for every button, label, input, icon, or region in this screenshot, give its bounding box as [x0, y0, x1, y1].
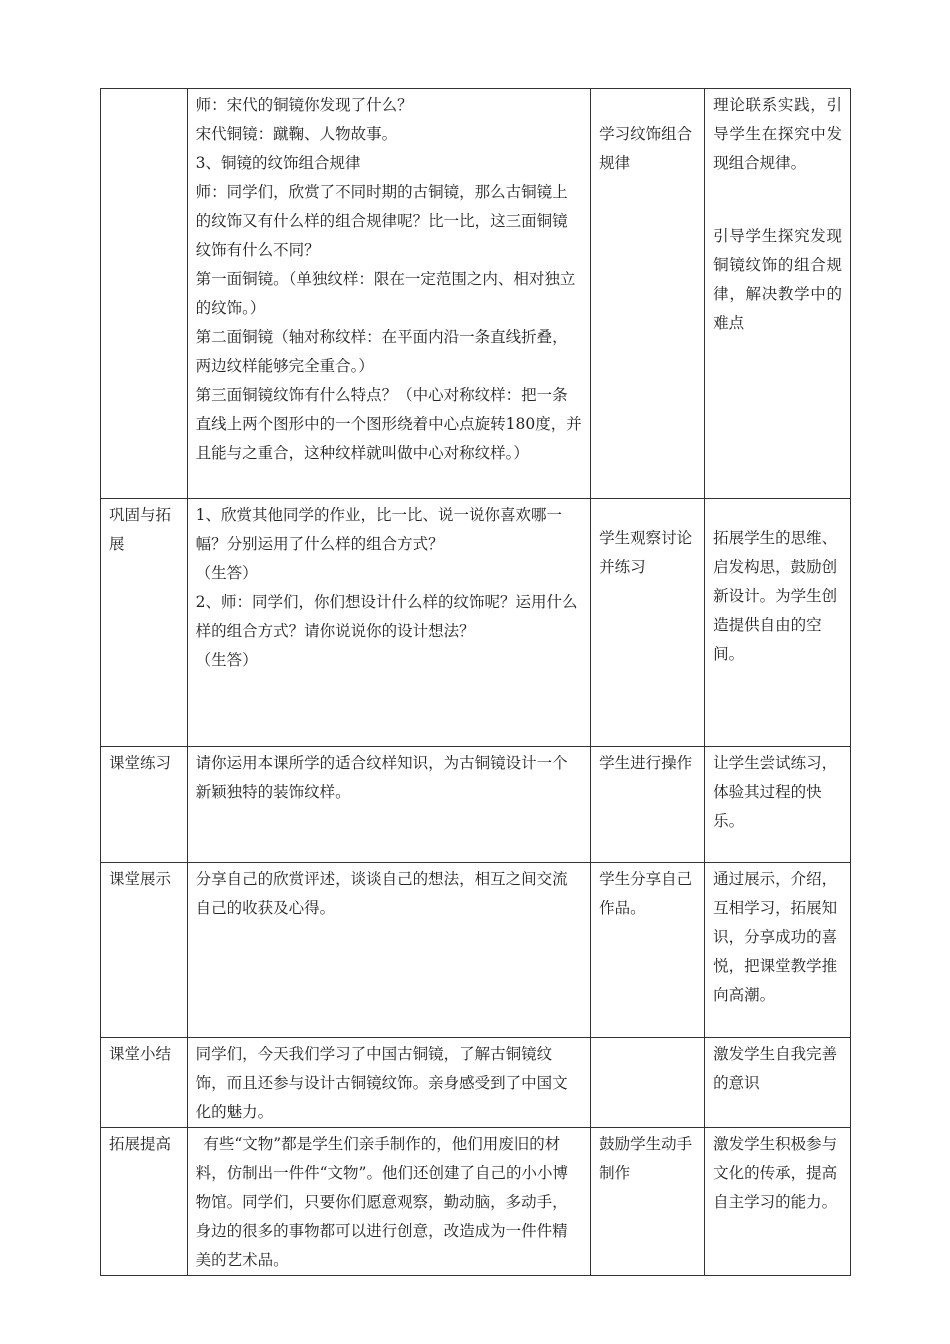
stage-cell	[101, 89, 188, 499]
intent-cell	[705, 1128, 851, 1276]
content-line: 第一面铜镜。（单独纹样：限在一定范围之内、相对独立的纹饰。）	[195, 270, 576, 317]
content-line: 有些“文物”都是学生们亲手制作的，他们用废旧的材料，仿制出一件件“文物”。他们还创建了自己的小小博物馆。同学们，只要你们愿意观察，勤动脑，多动手，身边的很多的事物都可以进行创意，改造成为一件件精美的艺术品。	[195, 1135, 568, 1269]
activity-text: 学生进行操作	[599, 754, 693, 772]
activity-cell	[591, 747, 705, 863]
content-cell	[187, 89, 591, 499]
activity-cell	[591, 863, 705, 1038]
table-row	[101, 1128, 851, 1276]
stage-cell: 课堂展示	[101, 863, 188, 1038]
intent-cell	[705, 863, 851, 1038]
activity-cell	[591, 1128, 705, 1276]
content-cell	[187, 499, 591, 747]
stage-cell: 课堂小结	[101, 1038, 188, 1128]
intent-text: 引导学生探究发现铜镜纹饰的组合规律，解决教学中的难点	[713, 227, 842, 332]
content-line: （生答）	[195, 564, 258, 582]
content-cell	[187, 747, 591, 863]
intent-text: 拓展学生的思维、启发构思，鼓励创新设计。为学生创造提供自由的空间。	[713, 529, 838, 663]
intent-text: 让学生尝试练习，体验其过程的快乐。	[713, 754, 838, 830]
content-cell	[187, 863, 591, 1038]
content-line: 师：宋代的铜镜你发现了什么？	[195, 96, 413, 114]
activity-text: 学生分享自己作品。	[599, 870, 693, 917]
content-cell	[187, 1038, 591, 1128]
content-cell	[187, 1128, 591, 1276]
content-line: 2、师：同学们，你们想设计什么样的纹饰呢？运用什么样的组合方式？请你说说你的设计想法？	[195, 593, 578, 640]
spacer	[713, 178, 842, 222]
table-row	[101, 747, 851, 863]
content-line: （生答）	[195, 651, 258, 669]
content-line: 1、欣赏其他同学的作业，比一比、说一说你喜欢哪一幅？分别运用了什么样的组合方式？	[195, 506, 562, 553]
content-line: 师：同学们，欣赏了不同时期的古铜镜，那么古铜镜上的纹饰又有什么样的组合规律呢？比一比，这三面铜镜纹饰有什么不同？	[195, 183, 568, 259]
activity-cell	[591, 499, 705, 747]
activity-text: 学习纹饰组合规律	[599, 125, 693, 172]
content-line: 第二面铜镜（轴对称纹样：在平面内沿一条直线折叠，两边纹样能够完全重合。）	[195, 328, 568, 375]
intent-cell	[705, 1038, 851, 1128]
stage-cell: 巩固与拓展	[101, 499, 188, 747]
table-row	[101, 499, 851, 747]
intent-text: 激发学生自我完善的意识	[713, 1045, 838, 1092]
activity-cell	[591, 1038, 705, 1128]
content-line: 同学们，今天我们学习了中国古铜镜，了解古铜镜纹饰，而且还参与设计古铜镜纹饰。亲身感受到了中国文化的魅力。	[195, 1045, 568, 1121]
intent-cell	[705, 499, 851, 747]
intent-text: 理论联系实践，引导学生在探究中发现组合规律。	[713, 96, 842, 172]
content-line: 请你运用本课所学的适合纹样知识，为古铜镜设计一个新颖独特的装饰纹样。	[195, 754, 568, 801]
activity-cell	[591, 89, 705, 499]
activity-text: 学生观察讨论并练习	[599, 529, 693, 576]
table-row	[101, 89, 851, 499]
lesson-plan-table	[100, 88, 851, 1276]
table-row	[101, 1038, 851, 1128]
stage-cell: 课堂练习	[101, 747, 188, 863]
content-line: 3、铜镜的纹饰组合规律	[195, 154, 361, 172]
stage-cell: 拓展提高	[101, 1128, 188, 1276]
content-line: 分享自己的欣赏评述，谈谈自己的想法，相互之间交流自己的收获及心得。	[195, 870, 568, 917]
intent-text: 激发学生积极参与文化的传承，提高自主学习的能力。	[713, 1135, 838, 1211]
activity-text: 鼓励学生动手制作	[599, 1135, 693, 1182]
content-line: 宋代铜镜：蹴鞠、人物故事。	[195, 125, 398, 143]
content-line: 第三面铜镜纹饰有什么特点？（中心对称纹样：把一条直线上两个图形中的一个图形绕着中心点旋转180度，并且能与之重合，这种纹样就叫做中心对称纹样。）	[195, 386, 582, 462]
intent-cell	[705, 89, 851, 499]
intent-cell	[705, 747, 851, 863]
intent-text: 通过展示，介绍，互相学习，拓展知识，分享成功的喜悦，把课堂教学推向高潮。	[713, 870, 838, 1004]
table-row	[101, 863, 851, 1038]
